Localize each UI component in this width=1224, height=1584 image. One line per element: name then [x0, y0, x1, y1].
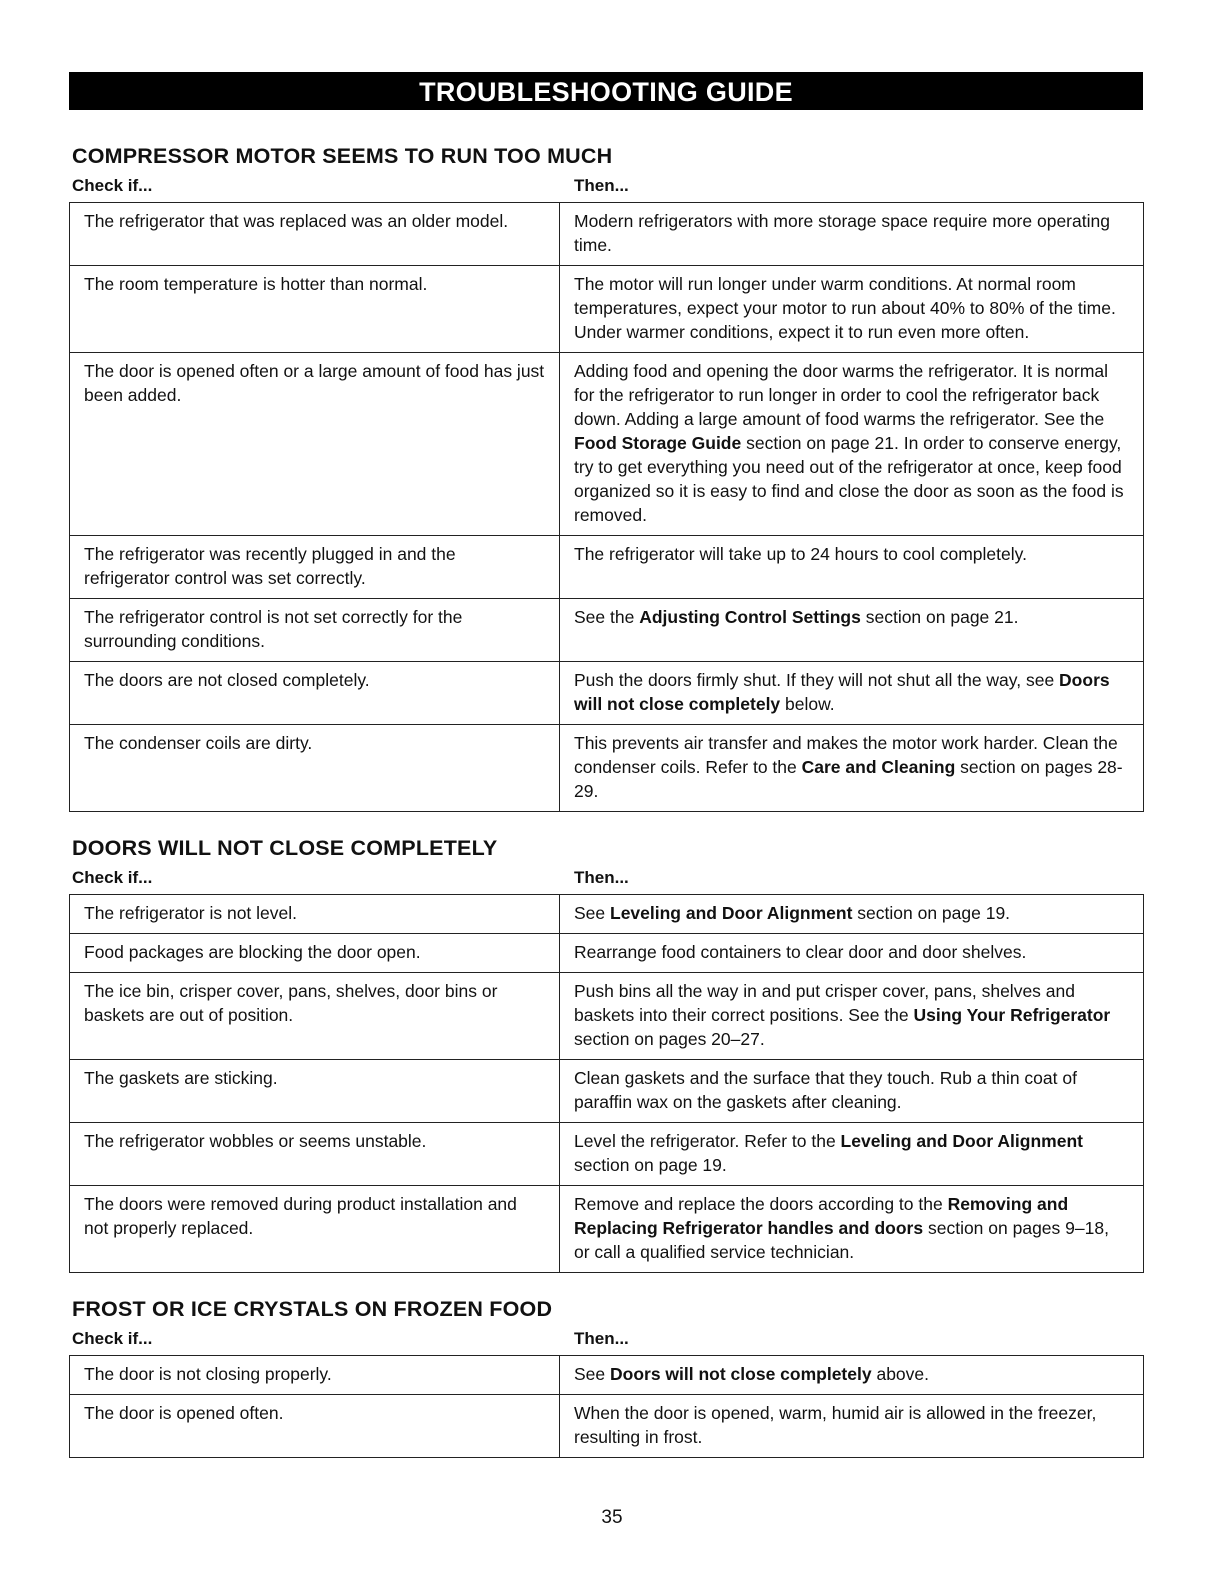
check-cell: The door is not closing properly. [70, 1356, 560, 1395]
troubleshooting-page [69, 72, 1143, 1458]
then-header: Then... [574, 176, 629, 195]
reference-text: Removing and Replacing Refrigerator handles and doors [574, 1194, 1069, 1238]
then-text: The motor will run longer under warm conditions. At normal room temperatures, expect your motor to run about 40% to 80% of the time. Under warmer conditions, expect it to run even more often. [574, 274, 1116, 342]
reference-text: Food Storage Guide [574, 433, 742, 453]
reference-text: Leveling and Door Alignment [840, 1131, 1083, 1151]
check-cell: The door is opened often or a large amount of food has just been added. [70, 353, 560, 536]
then-cell [560, 725, 1144, 812]
check-cell: The condenser coils are dirty. [70, 725, 560, 812]
table-row [70, 1123, 1144, 1186]
then-cell [560, 1186, 1144, 1273]
then-text: section on pages 9–18, or call a qualified service technician. [574, 1218, 1109, 1262]
then-text: section on page 21. [860, 607, 1019, 627]
then-cell [560, 1356, 1144, 1395]
then-text: Level the refrigerator. Refer to the [574, 1131, 841, 1151]
column-headers [69, 1322, 1143, 1355]
then-cell [560, 203, 1144, 266]
table-row [70, 934, 1144, 973]
then-text: section on page 19. [574, 1155, 727, 1175]
section-title: DOORS WILL NOT CLOSE COMPLETELY [72, 836, 498, 860]
check-cell: The refrigerator control is not set correctly for the surrounding conditions. [70, 599, 560, 662]
page-banner: TROUBLESHOOTING GUIDE [69, 72, 1143, 110]
check-cell: The refrigerator that was replaced was an older model. [70, 203, 560, 266]
then-cell [560, 934, 1144, 973]
troubleshoot-table [69, 202, 1144, 812]
then-text: Push the doors firmly shut. If they will not shut all the way, see [574, 670, 1060, 690]
table-row [70, 1356, 1144, 1395]
then-text: When the door is opened, warm, humid air is allowed in the freezer, resulting in frost. [574, 1403, 1097, 1447]
check-cell: The room temperature is hotter than normal. [70, 266, 560, 353]
then-text: See the [574, 607, 640, 627]
then-text: Adding food and opening the door warms the refrigerator. It is normal for the refrigerator to run longer in order to cool the refrigerator back down. Adding a large amount of food warms the refrigerator. See the [574, 361, 1109, 429]
reference-text: Doors will not close completely [574, 670, 1110, 714]
table-row [70, 973, 1144, 1060]
reference-text: Care and Cleaning [801, 757, 956, 777]
then-text: Remove and replace the doors according to the [574, 1194, 948, 1214]
check-if-header: Check if... [72, 176, 153, 195]
then-header: Then... [574, 1329, 629, 1348]
then-cell [560, 353, 1144, 536]
check-cell: The refrigerator was recently plugged in and the refrigerator control was set correctly. [70, 536, 560, 599]
then-text: The refrigerator will take up to 24 hours to cool completely. [574, 544, 1027, 564]
then-text: section on page 21. In order to conserve energy, try to get everything you need out of the refrigerator at once, keep food organized so it is easy to find and close the door as soon as the food is removed. [574, 433, 1124, 525]
table-row [70, 662, 1144, 725]
then-text: section on pages 28-29. [574, 757, 1123, 801]
section-title: COMPRESSOR MOTOR SEEMS TO RUN TOO MUCH [72, 144, 613, 168]
check-if-header: Check if... [72, 868, 153, 887]
table-row [70, 599, 1144, 662]
troubleshoot-table [69, 894, 1144, 1273]
then-text: See [574, 1364, 610, 1384]
table-row [70, 353, 1144, 536]
table-row [70, 1186, 1144, 1273]
then-cell [560, 536, 1144, 599]
column-headers [69, 861, 1143, 894]
then-text: above. [871, 1364, 929, 1384]
check-cell: The refrigerator is not level. [70, 895, 560, 934]
then-cell [560, 599, 1144, 662]
check-cell: The door is opened often. [70, 1395, 560, 1458]
then-cell [560, 895, 1144, 934]
then-text: See [574, 903, 610, 923]
check-cell: The ice bin, crisper cover, pans, shelves, door bins or baskets are out of position. [70, 973, 560, 1060]
check-cell: The gaskets are sticking. [70, 1060, 560, 1123]
check-cell: Food packages are blocking the door open. [70, 934, 560, 973]
then-text: below. [780, 694, 835, 714]
then-text: Clean gaskets and the surface that they touch. Rub a thin coat of paraffin wax on the gaskets after cleaning. [574, 1068, 1077, 1112]
page-number: 35 [601, 1507, 623, 1528]
check-cell: The refrigerator wobbles or seems unstable. [70, 1123, 560, 1186]
reference-text: Using Your Refrigerator [913, 1005, 1111, 1025]
troubleshoot-section [69, 836, 1143, 1273]
then-text: Push bins all the way in and put crisper cover, pans, shelves and baskets into their correct positions. See the [574, 981, 1075, 1025]
reference-text: Leveling and Door Alignment [610, 903, 853, 923]
table-row [70, 536, 1144, 599]
section-title: FROST OR ICE CRYSTALS ON FROZEN FOOD [72, 1297, 553, 1321]
check-cell: The doors are not closed completely. [70, 662, 560, 725]
then-cell [560, 662, 1144, 725]
check-cell: The doors were removed during product installation and not properly replaced. [70, 1186, 560, 1273]
then-cell [560, 1123, 1144, 1186]
troubleshoot-table [69, 1355, 1144, 1458]
then-text: section on page 19. [852, 903, 1011, 923]
reference-text: Adjusting Control Settings [639, 607, 861, 627]
troubleshoot-section [69, 144, 1143, 812]
troubleshoot-section [69, 1297, 1143, 1458]
reference-text: Doors will not close completely [610, 1364, 872, 1384]
then-cell [560, 1395, 1144, 1458]
column-headers [69, 169, 1143, 202]
table-row [70, 1060, 1144, 1123]
then-text: Modern refrigerators with more storage space require more operating time. [574, 211, 1110, 255]
then-text: Rearrange food containers to clear door and door shelves. [574, 942, 1027, 962]
table-row [70, 725, 1144, 812]
then-cell [560, 973, 1144, 1060]
then-header: Then... [574, 868, 629, 887]
table-row [70, 1395, 1144, 1458]
table-row [70, 266, 1144, 353]
then-text: section on pages 20–27. [574, 1029, 765, 1049]
check-if-header: Check if... [72, 1329, 153, 1348]
then-cell [560, 266, 1144, 353]
then-cell [560, 1060, 1144, 1123]
table-row [70, 203, 1144, 266]
sections-container [69, 144, 1143, 1458]
then-text: This prevents air transfer and makes the motor work harder. Clean the condenser coils. Refer to the [574, 733, 1118, 777]
table-row [70, 895, 1144, 934]
